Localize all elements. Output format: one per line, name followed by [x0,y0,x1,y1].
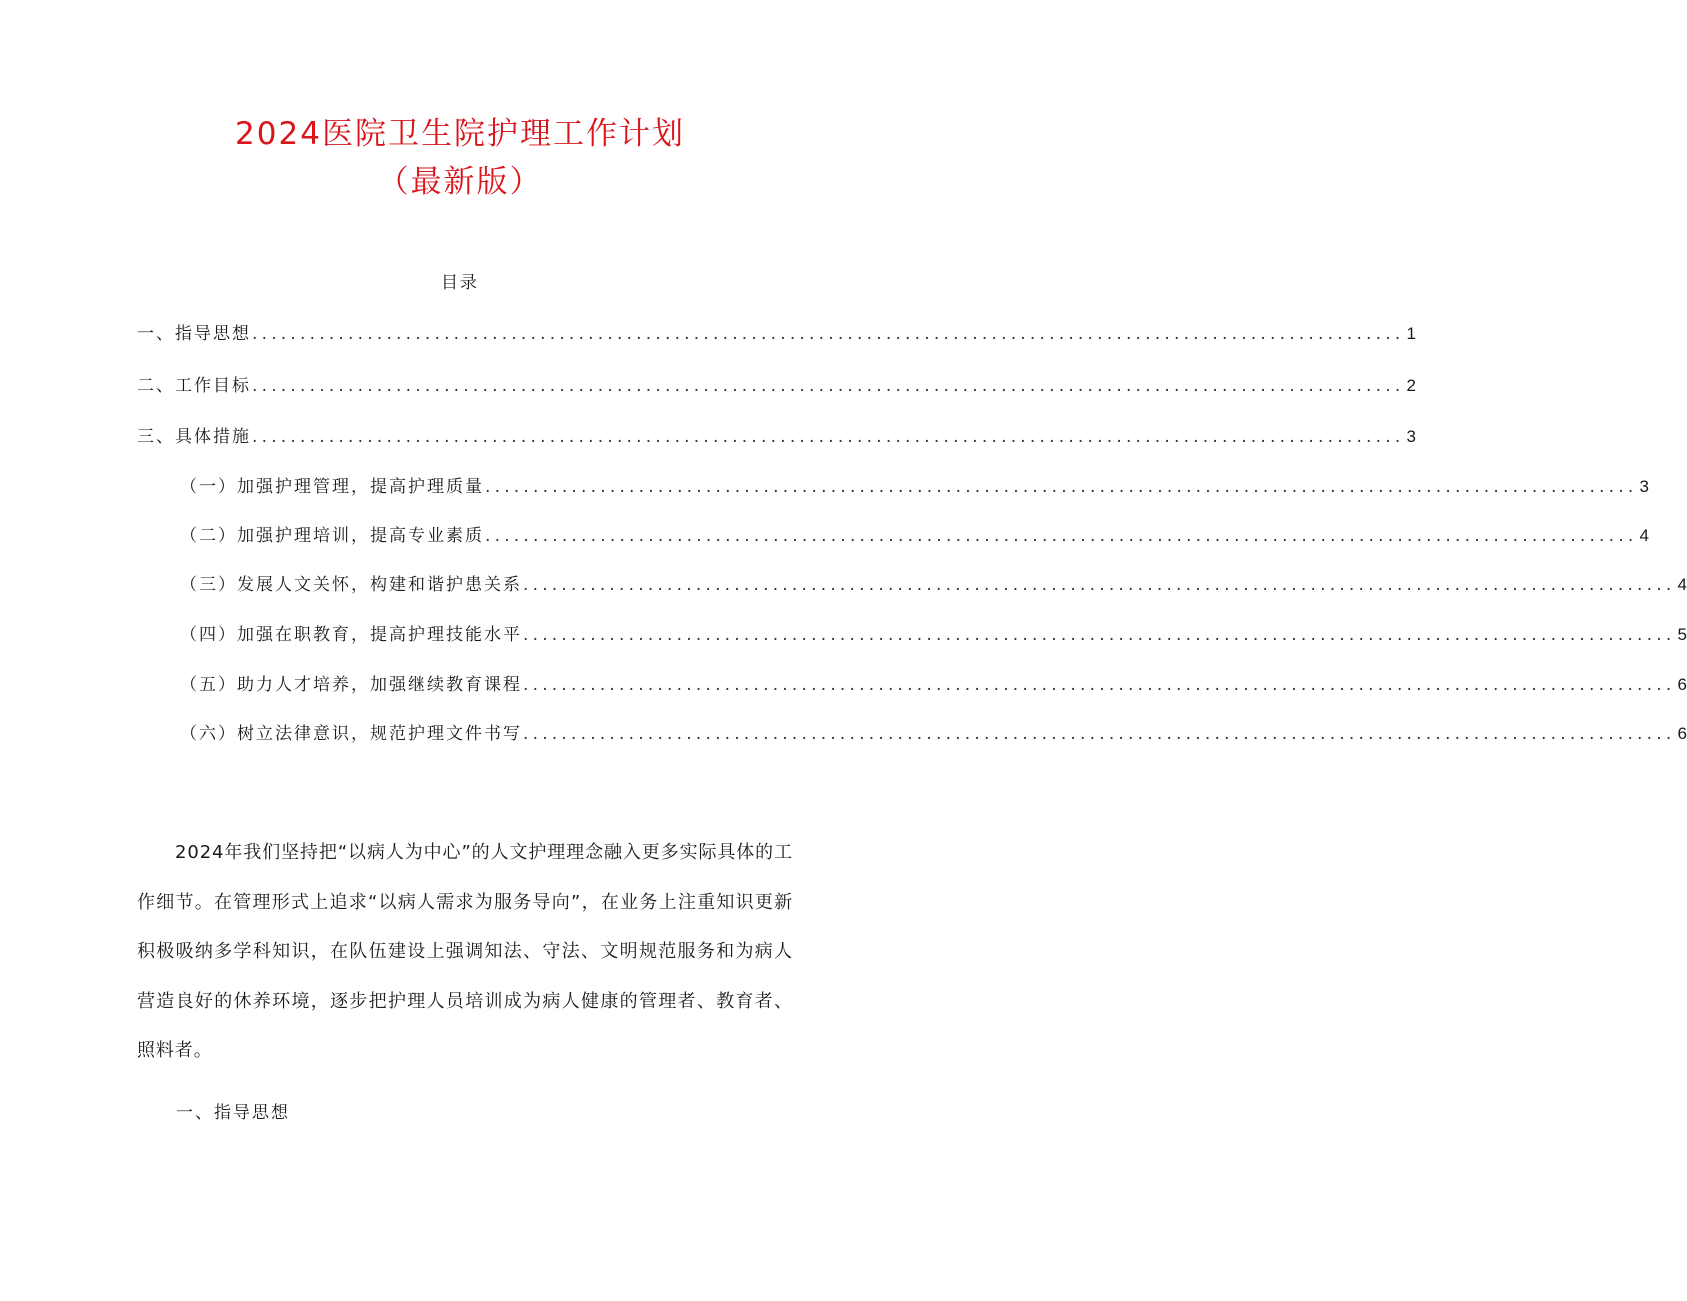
toc-leader-dots: ........................................................................................................................ [523,724,1676,744]
toc-leader-dots: ........................................................................................................................ [252,427,1405,447]
toc-page-number: 5 [1677,625,1687,644]
toc-page-number: 3 [1406,427,1416,446]
toc-leader-dots: ........................................................................................................................ [252,376,1405,396]
toc-leader-dots: ........................................................................................................................ [485,526,1638,546]
toc-entry-text: （四）加强在职教育，提高护理技能水平 [180,625,522,645]
toc-entry-text: （二）加强护理培训，提高专业素质 [180,526,484,546]
toc-leader-dots: ........................................................................................................................ [252,324,1405,344]
toc-page-number: 6 [1677,675,1687,694]
toc-entry[interactable] [180,622,1687,648]
toc-entry[interactable] [137,321,1416,347]
toc-page-number: 4 [1677,575,1687,594]
intro-paragraph: 2024年我们坚持把“以病人为中心”的人文护理理念融入更多实际具体的工作细节。在管理形式上追求“以病人需求为服务导向”，在业务上注重知识更新积极吸纳多学科知识，在队伍建设上强调知法、守法、文明规范服务和为病人营造良好的休养环境，逐步把护理人员培训成为病人健康的管理者、教育者、照料者。 [137,842,793,1061]
toc-entry-text: 三、具体措施 [137,427,251,447]
toc-page-number: 3 [1639,477,1649,496]
toc-entry[interactable] [180,721,1687,747]
toc-entry-text: （三）发展人文关怀，构建和谐护患关系 [180,575,522,595]
toc-entry[interactable] [180,474,1649,500]
toc-entry-text: 一、指导思想 [137,324,251,344]
toc-entry[interactable] [137,373,1416,399]
section-heading: 一、指导思想 [176,1103,290,1123]
toc-entry[interactable] [180,672,1687,698]
document-subtitle: （最新版） [377,164,543,200]
toc-entry-text: （六）树立法律意识，规范护理文件书写 [180,724,522,744]
toc-page-number: 4 [1639,526,1649,545]
toc-page-number: 1 [1406,324,1416,343]
document-title: 2024医院卫生院护理工作计划 [235,116,685,152]
toc-leader-dots: ........................................................................................................................ [523,625,1676,645]
toc-entry[interactable] [180,572,1687,598]
toc-leader-dots: ........................................................................................................................ [523,575,1676,595]
toc-entry[interactable] [137,424,1416,450]
toc-page-number: 2 [1406,376,1416,395]
toc-leader-dots: ........................................................................................................................ [485,477,1638,497]
toc-entry-text: （五）助力人才培养，加强继续教育课程 [180,675,522,695]
toc-entry-text: 二、工作目标 [137,376,251,396]
toc-entry[interactable] [180,523,1649,549]
toc-page-number: 6 [1677,724,1687,743]
toc-entry-text: （一）加强护理管理，提高护理质量 [180,477,484,497]
toc-heading: 目录 [441,273,479,293]
toc-leader-dots: ........................................................................................................................ [523,675,1676,695]
